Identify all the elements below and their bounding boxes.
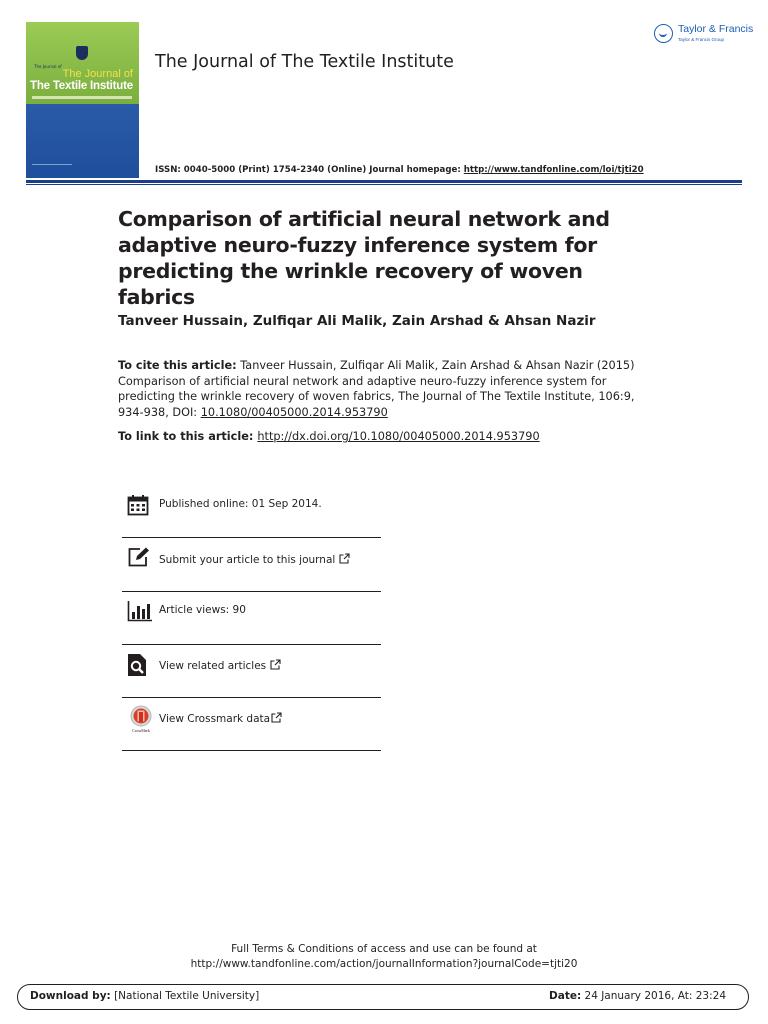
calendar-icon bbox=[127, 494, 149, 516]
crossmark-icon bbox=[127, 705, 155, 735]
cover-title: The Textile Institute bbox=[30, 80, 133, 92]
cite-doi-link[interactable]: 10.1080/00405000.2014.953790 bbox=[200, 405, 388, 419]
publisher-group: Taylor & Francis Group bbox=[678, 37, 725, 42]
terms-line-1: Full Terms & Conditions of access and use can be found at bbox=[231, 943, 537, 955]
external-link-icon bbox=[270, 659, 281, 672]
external-link-icon bbox=[271, 712, 282, 725]
info-published-online bbox=[122, 486, 381, 538]
info-article-views bbox=[122, 592, 381, 645]
issn-text: ISSN: 0040-5000 (Print) 1754-2340 (Online) Journal homepage: bbox=[155, 165, 464, 175]
cover-stripe bbox=[32, 96, 132, 99]
download-by-label: Download by: bbox=[30, 990, 111, 1002]
taylor-francis-logo-icon bbox=[654, 24, 673, 43]
journal-title: The Journal of The Textile Institute bbox=[155, 52, 454, 72]
download-date-value: 24 January 2016, At: 23:24 bbox=[581, 990, 726, 1002]
bar-chart-icon bbox=[127, 600, 149, 622]
terms-url[interactable]: http://www.tandfonline.com/action/journalInformation?journalCode=tjti20 bbox=[190, 958, 578, 970]
cover-small-text: The Journal of bbox=[34, 64, 62, 69]
journal-homepage-link[interactable]: http://www.tandfonline.com/loi/tjti20 bbox=[463, 165, 644, 175]
article-doi-link[interactable]: http://dx.doi.org/10.1080/00405000.2014.953790 bbox=[257, 430, 540, 443]
article-title: Comparison of artificial neural network and adaptive neuro-fuzzy inference system for predicting the wrinkle recovery of woven fabrics bbox=[118, 207, 610, 309]
submit-article-link[interactable] bbox=[159, 553, 350, 566]
related-articles-text[interactable]: View related articles bbox=[159, 660, 267, 672]
related-articles-link[interactable] bbox=[159, 659, 281, 672]
submit-article-text[interactable]: Submit your article to this journal bbox=[159, 554, 336, 566]
article-link-line bbox=[118, 430, 540, 443]
header-divider-thin bbox=[26, 184, 742, 185]
crossmark-link[interactable] bbox=[159, 712, 282, 725]
cite-text: Tanveer Hussain, Zulfiqar Ali Malik, Zain Arshad & Ahsan Nazir (2015) Comparison of artificial neural network and adaptive neuro-fuzzy inference system for predicting the wrinkle recovery of woven fabrics, The Journal of The Textile Institute, 106:9, 934-938, DOI: bbox=[118, 359, 635, 419]
cover-script-text: The Journal of bbox=[62, 68, 133, 80]
info-submit-article[interactable] bbox=[122, 538, 381, 592]
edit-icon bbox=[127, 546, 149, 568]
external-link-icon bbox=[339, 553, 350, 566]
terms-notice bbox=[0, 942, 768, 972]
download-by-value: [National Textile University] bbox=[110, 990, 260, 1002]
publisher-logo[interactable] bbox=[654, 22, 754, 48]
search-document-icon bbox=[127, 653, 149, 675]
journal-cover-image bbox=[26, 22, 139, 178]
article-info-list bbox=[122, 486, 381, 751]
link-label: To link to this article: bbox=[118, 430, 258, 443]
publisher-name: Taylor & Francis bbox=[678, 23, 754, 35]
download-info-bar bbox=[17, 984, 749, 1010]
crossmark-badge-text: CrossMark bbox=[132, 728, 150, 733]
crossmark-text[interactable]: View Crossmark data bbox=[159, 713, 271, 725]
info-related-articles[interactable] bbox=[122, 645, 381, 698]
article-authors: Tanveer Hussain, Zulfiqar Ali Malik, Zain Arshad & Ahsan Nazir bbox=[118, 313, 596, 329]
download-date-label: Date: bbox=[549, 990, 582, 1002]
download-date bbox=[549, 990, 726, 1002]
download-by bbox=[30, 990, 259, 1002]
header-divider bbox=[26, 180, 742, 183]
citation-block bbox=[118, 358, 648, 420]
cite-label: To cite this article: bbox=[118, 359, 237, 372]
info-crossmark[interactable] bbox=[122, 698, 381, 751]
article-views-text: Article views: 90 bbox=[159, 604, 246, 616]
published-online-text: Published online: 01 Sep 2014. bbox=[159, 498, 322, 510]
cover-publisher-mark bbox=[32, 164, 72, 171]
issn-line bbox=[155, 165, 644, 175]
cover-seal-icon bbox=[76, 46, 88, 60]
